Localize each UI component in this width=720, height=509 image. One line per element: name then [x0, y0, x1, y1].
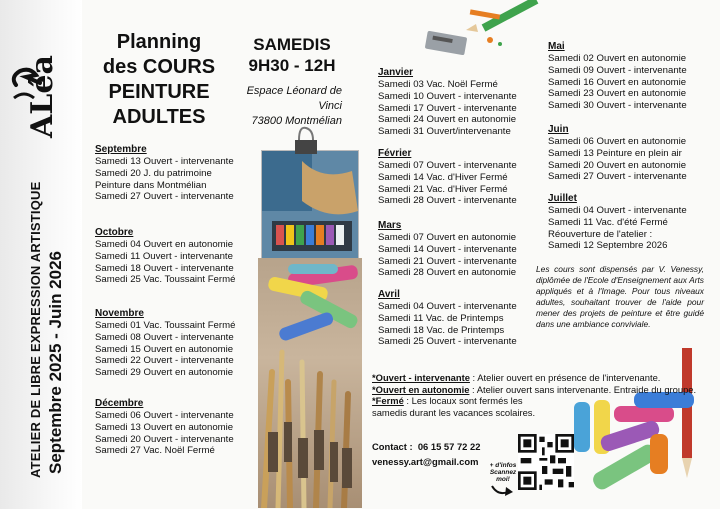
schedule-row: Samedi 28 Ouvert en autonomie [378, 267, 517, 279]
schedule-row: Samedi 14 Ouvert - intervenante [378, 243, 517, 255]
pastels-and-brushes [258, 262, 368, 508]
legend-row: samedis durant les vacances scolaires. [372, 406, 536, 418]
month-title: Juillet [548, 193, 577, 204]
schedule-row: Samedi 24 Ouvert en autonomie [378, 114, 517, 126]
month-title: Février [378, 148, 412, 159]
month-block [95, 397, 234, 457]
month-title: Avril [378, 289, 400, 300]
month-title: Novembre [95, 308, 144, 319]
binder-clip-icon [293, 126, 319, 156]
month-block [95, 307, 235, 379]
schedule-row: Samedi 25 Vac. Toussaint Fermé [95, 274, 236, 286]
schedule-row: Samedi 04 Ouvert en autonomie [95, 239, 234, 250]
schedule-row: Samedi 20 Ouvert - intervenante [95, 433, 234, 445]
schedule-row: Samedi 30 Ouvert - intervenante [548, 100, 687, 112]
schedule-row: Samedi 31 Ouvert/intervenante [378, 126, 511, 138]
schedule-row: Samedi 12 Septembre 2026 [548, 240, 668, 252]
legend [372, 372, 702, 418]
venue-line: Espace Léonard de Vinci [246, 85, 342, 112]
schedule-row: Samedi 04 Ouvert - intervenante [548, 205, 687, 216]
month-title: Janvier [378, 67, 414, 78]
month-block [378, 288, 517, 348]
hours-label: 9H30 - 12H [248, 56, 336, 75]
title-line: ADULTES [112, 106, 206, 128]
legend-desc: : Les locaux sont fermés les [403, 395, 523, 407]
title-line: PEINTURE [108, 81, 210, 103]
month-title: Octobre [95, 227, 134, 238]
schedule-row: Samedi 28 Ouvert - intervenante [378, 195, 517, 207]
schedule-row: Samedi 23 Ouvert en autonomie [548, 88, 687, 100]
schedule-row: Samedi 07 Ouvert en autonomie [378, 232, 517, 243]
schedule-row: Samedi 25 Ouvert - intervenante [378, 336, 517, 348]
schedule-row: Samedi 03 Vac. Noël Fermé [378, 79, 498, 90]
sharpener-icon [424, 30, 468, 56]
schedule-row: Samedi 08 Ouvert - intervenante [95, 331, 234, 343]
month-block [548, 40, 687, 112]
schedule-row: Samedi 11 Ouvert - intervenante [95, 250, 233, 262]
qr-code-icon[interactable] [518, 434, 574, 490]
schedule-row: Samedi 09 Ouvert - intervenante [548, 64, 687, 76]
schedule-time [242, 34, 342, 76]
month-title: Mai [548, 41, 565, 52]
legend-key: *Ouvert - intervenante [372, 372, 470, 383]
schedule-row: Samedi 21 Ouvert - intervenante [378, 255, 517, 267]
schedule-row: Samedi 02 Ouvert en autonomie [548, 53, 687, 64]
month-block [378, 219, 517, 279]
month-block [95, 143, 234, 203]
contact-label: Contact : [372, 441, 413, 452]
page-title [94, 30, 224, 130]
schedule-row: Samedi 10 Ouvert - intervenante [378, 90, 517, 102]
legend-row [372, 384, 702, 396]
schedule-row: Samedi 27 Vac. Noël Fermé [95, 445, 215, 457]
legend-desc: : Atelier ouvert sans intervenante. Entraide du groupe. [469, 383, 697, 395]
title-line: Planning [116, 31, 202, 53]
schedule-row: Samedi 20 J. du patrimoine [95, 167, 212, 179]
schedule-row: Samedi 15 Ouvert en autonomie [95, 343, 234, 355]
email-address[interactable]: venessy.art@gmail.com [372, 456, 479, 467]
month-block [378, 66, 517, 138]
contact-block [372, 440, 480, 468]
legend-desc: : Atelier ouvert en présence de l'intervenante. [469, 372, 661, 383]
schedule-row: Samedi 18 Vac. de Printemps [378, 324, 505, 336]
alea-logo [6, 40, 76, 140]
schedule-row: Samedi 18 Ouvert - intervenante [95, 262, 234, 274]
phone-number[interactable]: 06 15 57 72 22 [417, 441, 481, 452]
schedule-row: Samedi 22 Ouvert - intervenante [95, 355, 234, 367]
venue [222, 84, 342, 129]
month-block [378, 147, 517, 207]
month-title: Juin [548, 124, 569, 135]
schedule-row: Peinture dans Montmélian [95, 179, 207, 191]
legend-row [372, 372, 702, 384]
title-line: des COURS [102, 56, 216, 78]
schedule-row: Samedi 14 Vac. d'Hiver Fermé [378, 171, 508, 183]
arrow-right-icon [490, 484, 514, 498]
schedule-row: Samedi 17 Ouvert - intervenante [378, 102, 517, 114]
course-info: Les cours sont dispensés par V. Venessy, diplômée de l'Ecole d'Enseignement aux Arts appliqués et à l'Image. Pour tous niveaux adultes, souhaitant trouver de l'aide pour mener des projets de peinture et être guidé dans une ambiance conviviale. [536, 264, 704, 329]
side-dates: Septembre 2025 - Juin 2026 [46, 250, 65, 474]
month-title: Mars [378, 220, 402, 231]
more-info-note: + d'infos Scannez moi! [489, 462, 517, 483]
month-block [548, 123, 687, 183]
schedule-row: Samedi 16 Ouvert en autonomie [548, 76, 687, 88]
schedule-row: Samedi 06 Ouvert en autonomie [548, 136, 687, 147]
pencils-icon [460, 0, 550, 60]
month-title: Décembre [95, 398, 144, 409]
schedule-row: Samedi 04 Ouvert - intervenante [378, 301, 517, 312]
logo-text: ALéa [25, 55, 60, 138]
schedule-row: Samedi 27 Ouvert - intervenante [548, 171, 687, 183]
schedule-row: Samedi 06 Ouvert - intervenante [95, 410, 234, 421]
schedule-row: Samedi 11 Vac. d'été Fermé [548, 216, 668, 228]
side-title: ATELIER DE LIBRE EXPRESSION ARTISTIQUE [28, 181, 43, 478]
schedule-row: Samedi 11 Vac. de Printemps [378, 312, 504, 324]
venue-line: 73800 Montmélian [251, 115, 342, 127]
schedule-row: Samedi 13 Ouvert - intervenante [95, 156, 234, 167]
legend-key: *Ouvert en autonomie [372, 383, 470, 395]
schedule-row: Samedi 01 Vac. Toussaint Fermé [95, 320, 236, 331]
painting-photo [261, 150, 359, 260]
contact-phone-row [372, 440, 480, 453]
month-block [95, 226, 235, 286]
schedule-row: Samedi 07 Ouvert - intervenante [378, 160, 517, 171]
schedule-row: Samedi 21 Vac. d'Hiver Fermé [378, 183, 508, 195]
legend-key: *Fermé [372, 395, 404, 407]
schedule-row: Samedi 29 Ouvert en autonomie [95, 367, 234, 379]
schedule-row: Samedi 20 Ouvert en autonomie [548, 159, 687, 171]
month-block [548, 192, 687, 252]
schedule-row: Samedi 13 Peinture en plein air [548, 147, 682, 159]
month-title: Septembre [95, 144, 147, 155]
schedule-row: Réouverture de l'atelier : [548, 228, 653, 240]
schedule-row: Samedi 13 Ouvert en autonomie [95, 421, 234, 433]
schedule-row: Samedi 27 Ouvert - intervenante [95, 191, 234, 203]
legend-row [372, 395, 702, 407]
day-label: SAMEDIS [253, 35, 331, 54]
